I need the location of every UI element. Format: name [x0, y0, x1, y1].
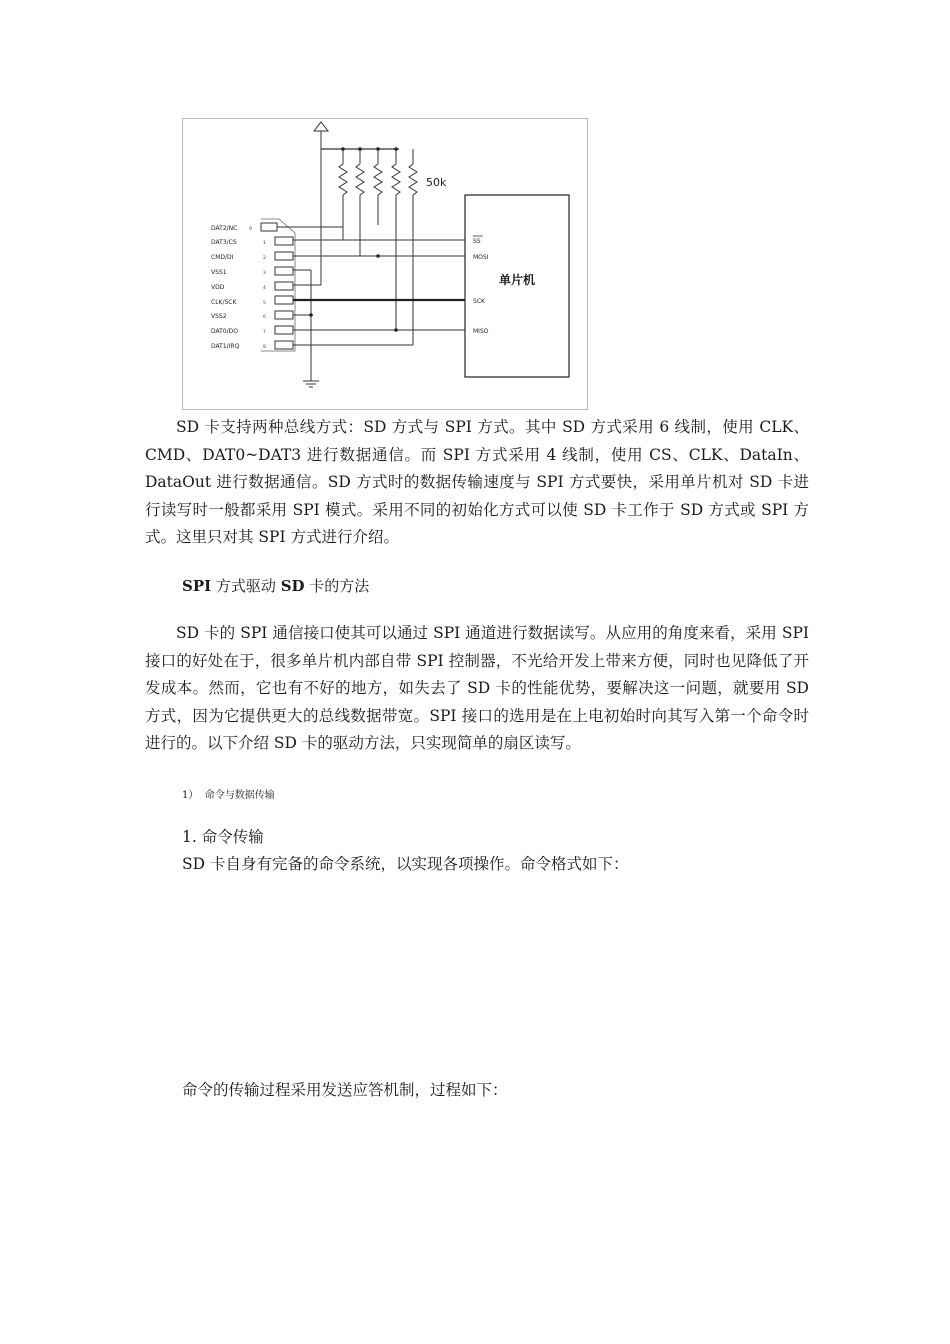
- heading-text-mid: 方式驱动: [211, 577, 281, 595]
- circuit-diagram: [183, 119, 589, 411]
- pin-number-5: 5: [263, 301, 266, 306]
- intro-paragraph: SD 卡支持两种总线方式：SD 方式与 SPI 方式。其中 SD 方式采用 6 线制，使用 CLK、CMD、DAT0~DAT3 进行数据通信。而 SPI 方式采用 4 线制，使用 CS、CLK、DataIn、DataOut 进行数据通信。SD 方式时的数据传输速度与 SPI 方式要快，采用单片机对 SD 卡进行读写时一般都采用 SPI 模式。采用不同的初始化方式可以使 SD 卡工作于 SD 方式或 SPI 方式。这里只对其 SPI 方式进行介绍。: [145, 418, 809, 546]
- mcu-pin-ss: SS: [473, 238, 481, 245]
- pin-label-vss1: VSS1: [211, 269, 227, 276]
- subsection-number: 1）: [182, 790, 199, 801]
- heading-text-end: 卡的方法: [304, 577, 370, 595]
- command-process-text: 命令的传输过程采用发送应答机制，过程如下：: [182, 1081, 508, 1099]
- pin-label-dat2: DAT2/NC: [211, 225, 238, 232]
- subsection-title: [182, 786, 275, 801]
- resistor-label: 50k: [426, 176, 447, 189]
- sd-spi-circuit-figure: [182, 118, 588, 410]
- mcu-pin-miso: MISO: [473, 328, 489, 335]
- vcc-symbol: [314, 122, 328, 149]
- mcu-label: 单片机: [499, 273, 536, 287]
- pin-label-vdd: VDD: [211, 284, 225, 291]
- heading-bold-sd: SD: [280, 577, 305, 595]
- mcu-pin-sck: SCK: [473, 298, 485, 305]
- heading-bold-spi: SPI: [182, 577, 212, 595]
- subsection-label: 命令与数据传输: [204, 790, 275, 801]
- pin-number-1: 1: [263, 241, 266, 246]
- command-format-text: SD 卡自身有完备的命令系统，以实现各项操作。命令格式如下：: [182, 855, 629, 873]
- pin-label-cmd: CMD/DI: [211, 254, 234, 261]
- pin-number-7: 7: [263, 330, 266, 335]
- pin-label-clk: CLK/SCK: [211, 299, 237, 306]
- sub-heading: 1. 命令传输: [182, 828, 264, 846]
- pin-label-vss2: VSS2: [211, 313, 227, 320]
- spi-intro-paragraph: SD 卡的 SPI 通信接口使其可以通过 SPI 通道进行数据读写。从应用的角度来看，采用 SPI 接口的好处在于，很多单片机内部自带 SPI 控制器，不光给开发上带来方便，同时也见降低了开发成本。然而，它也有不好的地方，如失去了 SD 卡的性能优势，要解决这一问题，就要用 SD 方式，因为它提供更大的总线数据带宽。SPI 接口的选用是在上电初始时向其写入第一个命令时进行的。以下介绍 SD 卡的驱动方法，只实现简单的扇区读写。: [145, 624, 809, 752]
- pin-number-4: 4: [263, 286, 266, 291]
- pin-number-2: 2: [263, 256, 266, 261]
- section-heading: [182, 575, 369, 596]
- pullup-resistors: [339, 149, 417, 345]
- pin-label-dat0: DAT0/DO: [211, 328, 238, 335]
- pin-number-6: 6: [263, 315, 266, 320]
- pin-label-dat1: DAT1/IRQ: [211, 343, 240, 350]
- pin-number-8: 8: [263, 345, 266, 350]
- ground-symbol: [303, 381, 319, 387]
- pin-number-9: 9: [249, 227, 252, 232]
- pin-label-dat3: DAT3/CS: [211, 239, 237, 246]
- sd-card-pins: [211, 225, 240, 350]
- mcu-pin-mosi: MOSI: [473, 254, 489, 261]
- pin-number-3: 3: [263, 271, 266, 276]
